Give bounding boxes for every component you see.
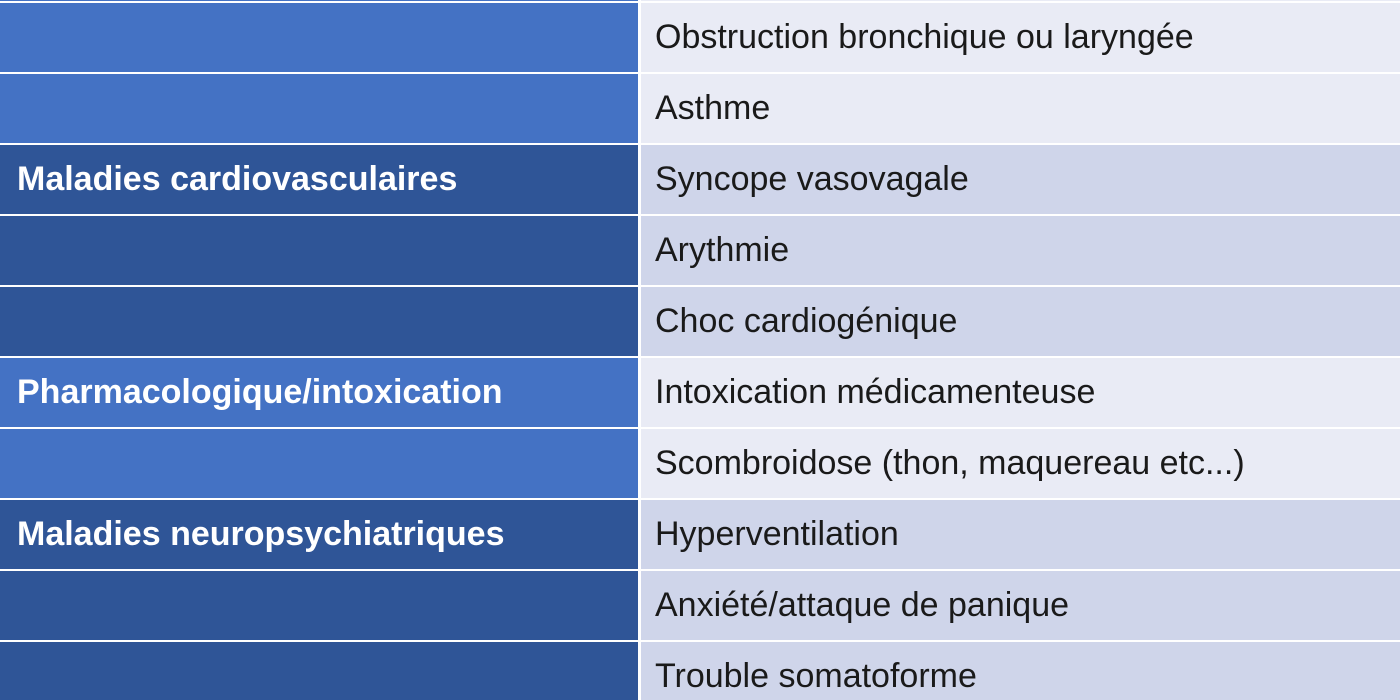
category-cell: [0, 216, 641, 285]
category-cell: [0, 571, 641, 640]
item-cell: Anxiété/attaque de panique: [641, 571, 1400, 640]
item-cell: Choc cardiogénique: [641, 287, 1400, 356]
item-cell: Obstruction bronchique ou laryngée: [641, 3, 1400, 72]
table-row: [0, 571, 1400, 642]
item-cell: Hyperventilation: [641, 500, 1400, 569]
table-row: [0, 145, 1400, 216]
category-cell: Maladies neuropsychiatriques: [0, 500, 641, 569]
category-cell: Pharmacologique/intoxication: [0, 358, 641, 427]
table-row: [0, 74, 1400, 145]
category-cell: [0, 287, 641, 356]
category-cell: [0, 429, 641, 498]
item-cell: Scombroidose (thon, maquereau etc...): [641, 429, 1400, 498]
table-row: [0, 358, 1400, 429]
item-cell: Arythmie: [641, 216, 1400, 285]
category-cell: [0, 74, 641, 143]
table-row: [0, 429, 1400, 500]
table-row: [0, 3, 1400, 74]
item-cell: Trouble somatoforme: [641, 642, 1400, 700]
item-cell: Asthme: [641, 74, 1400, 143]
table-row: [0, 216, 1400, 287]
table-row: [0, 500, 1400, 571]
category-cell: Maladies cardiovasculaires: [0, 145, 641, 214]
item-cell: [641, 0, 1400, 1]
category-cell: [0, 3, 641, 72]
table-row: [0, 287, 1400, 358]
category-cell: [0, 0, 641, 1]
table-row: [0, 642, 1400, 700]
item-cell: Intoxication médicamenteuse: [641, 358, 1400, 427]
item-cell: Syncope vasovagale: [641, 145, 1400, 214]
category-cell: [0, 642, 641, 700]
